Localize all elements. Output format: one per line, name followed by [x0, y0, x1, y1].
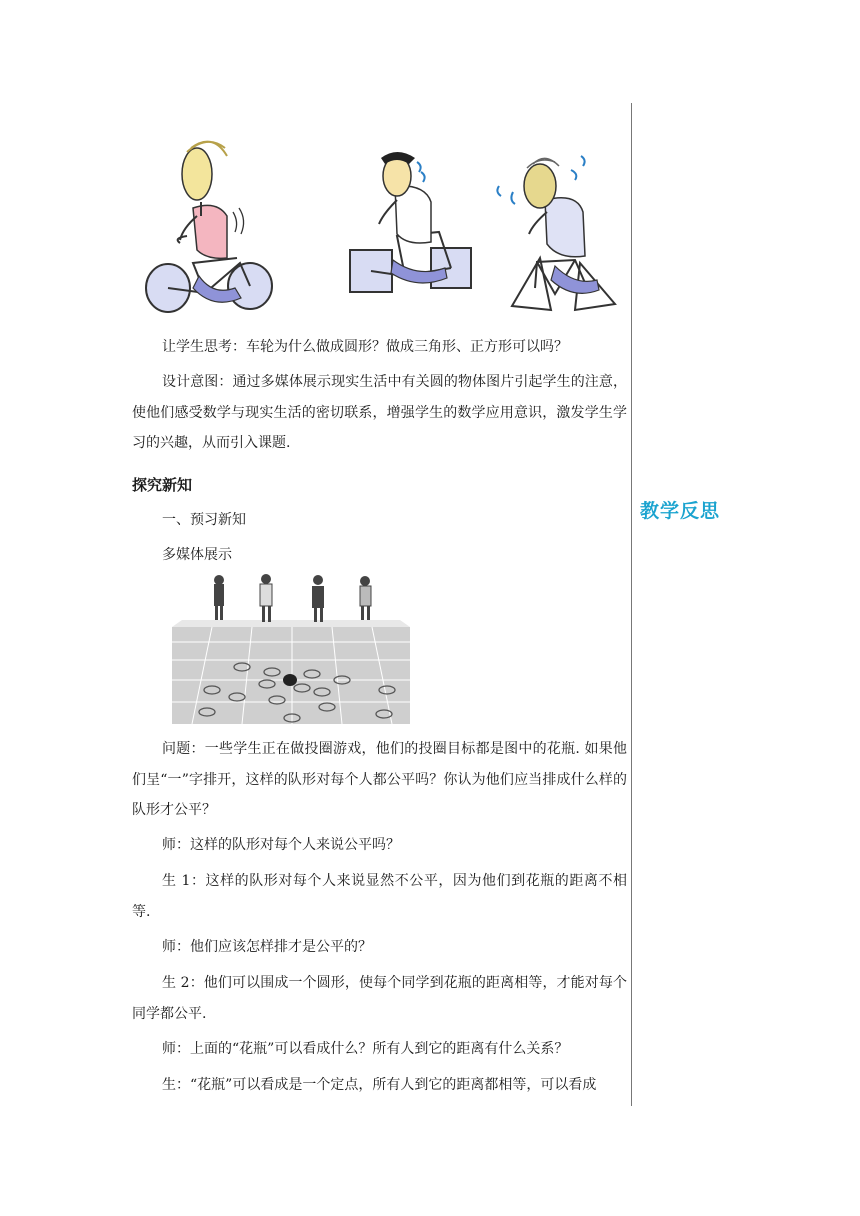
paragraph-think-question: 让学生思考：车轮为什么做成圆形？做成三角形、正方形可以吗？ [162, 339, 568, 355]
paragraph-student-2: 生 2：他们可以围成一个圆形，使每个同学到花瓶的距离相等，才能对每个同学都公平. [132, 975, 627, 1022]
cyclist-square-wheels [350, 152, 471, 292]
ring-toss-photo [172, 572, 410, 724]
paragraph-teacher-3: 师：上面的“花瓶”可以看成什么？所有人到它的距离有什么关系？ [162, 1041, 569, 1057]
paragraph-teacher-2: 师：他们应该怎样排才是公平的？ [162, 939, 372, 955]
paragraph-multimedia: 多媒体展示 [162, 547, 232, 563]
teaching-reflection-label: 教学反思 [640, 500, 721, 522]
paragraph-problem: 问题：一些学生正在做投圈游戏，他们的投圈目标都是图中的花瓶. 如果他们呈“一”字排开，这样的队形对每个人都公平吗？你认为他们应当排成什么样的队形才公平？ [132, 741, 627, 818]
paragraph-design-intent: 设计意图：通过多媒体展示现实生活中有关圆的物体图片引起学生的注意，使他们感受数学与现实生活的密切联系，增强学生的数学应用意识，激发学生学习的兴趣，从而引入课题. [132, 374, 627, 451]
paragraph-student-3: 生：“花瓶”可以看成是一个定点，所有人到它的距离都相等，可以看成 [162, 1077, 597, 1093]
cyclists-illustration [135, 128, 625, 328]
cyclist-triangle-wheels [497, 156, 615, 310]
section-heading-explore: 探究新知 [132, 476, 193, 494]
paragraph-teacher-1: 师：这样的队形对每个人来说公平吗？ [162, 837, 400, 853]
column-divider [631, 103, 632, 1106]
paragraph-student-1: 生 1：这样的队形对每个人来说显然不公平，因为他们到花瓶的距离不相等. [132, 873, 627, 920]
paragraph-preview: 一、预习新知 [162, 512, 246, 528]
cyclist-round-wheels [146, 142, 272, 312]
